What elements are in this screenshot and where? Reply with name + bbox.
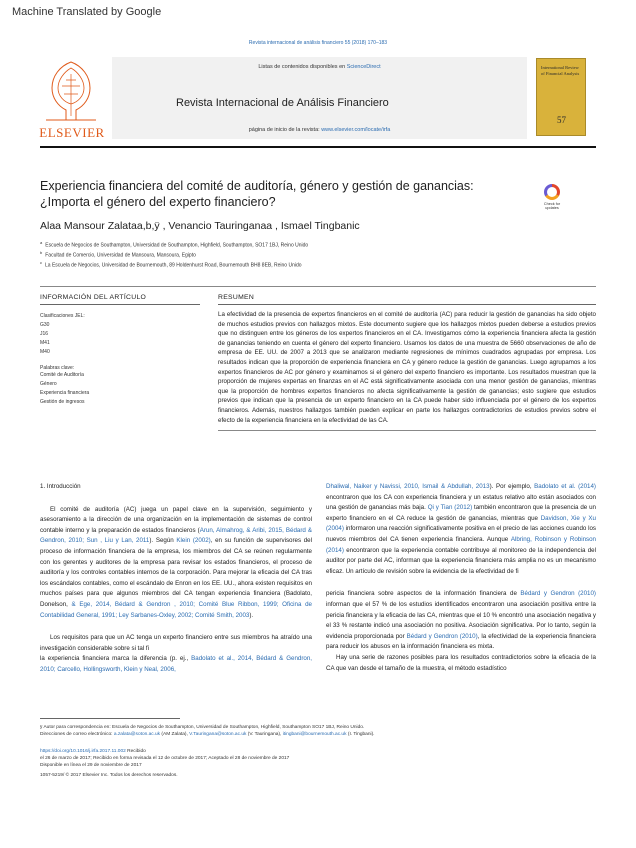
dates-line-2: Disponible en línea el 29 de noviembre de 2017 [40,763,142,768]
citation-link[interactable]: Badolato et al., 2014, Bédard & Gendron, 2010; Carcello, Hollingsworth, Klein y Neal, 2006, [40,655,312,673]
email-link[interactable]: itingbani@bournemouth.ac.uk [282,732,347,737]
abstract-text: La efectividad de la presencia de expertos financieros en el comité de auditoría (AC) para reducir la gestión de ganancias ha sido objeto de muchos estudios previos con hallazgos mixtos. Este documento sugiere que los hallazgos mixtos pueden deberse a estudios previos que no distinguen entre los géneros de los expertos financieros en el CA. Investigamos cómo la experiencia financiera afecta la gestión de ganancias teniendo en cuenta el género del experto financiero. Usamos los datos de una muestra de 5660 observaciones de año de empresa de EE. UU. de 2007 a 2013 que se analizaron mediante regresiones de mínimos cuadrados agrupadas por empresa. Los resultados indican que la proporción de experiencia financiera en CA y género reduce la gestión de ganancias. Luego agrupamos a los expertos financieros de AC por género y examinamos si el género del experto financiero es importante. Los resultados muestran que la proporción de mujeres expertas en finanzas en el AC está significativamente asociada con una menor gestión de ganancias, mientras que la proporción de hombres expertos financieros no afecta significativamente la gestión de ganancias; esto sugiere que estudios previos que indican que la presencia de un experto financiero en la CA puede haber sido influenciada por el género de los expertos financieros. Además, nuestros hallazgos también pueden explicar en parte los hallazgos contradictorios de estudios previos sobre el efecto de la experiencia financiera en la efectividad de las CA. [218,311,596,424]
email-name: (AM Zalata), [161,732,188,737]
affiliation-mark: b [40,250,43,255]
text: ). Según [149,537,177,545]
cover-title: International Review of Financial Analysis [541,65,580,76]
jel-code: G30 [40,322,50,328]
doi-suffix: Recibido [127,749,146,754]
text: encontraron que la experiencia contable contribuye al monitoreo de la independencia del auditor por parte del AC, informan que la experiencia financiera más amplia no es un mecanismo eficaz. Un artículo de revisión sobre la evidencia de la efectividad de fi [326,546,596,575]
citation-link[interactable]: Davidson, Xie y Xu (2004) [326,514,596,533]
corresponding-author-note: ÿ Autor para correspondencia en: Escuela de Negocios de Southampton, Universidad de Southampton, Highfield, Southampton SO17 1BJ, Reino Unido. [40,725,365,730]
homepage-link[interactable]: www.elsevier.com/locate/irfa [321,127,391,133]
text: Los requisitos para que un AC tenga un experto financiero entre sus miembros ha atraído una investigación considerable sobre si tal fi [40,634,312,652]
affiliation-b [40,250,196,259]
cover-number: 57 [557,115,566,125]
citation-link[interactable]: Albring, Robinson y Robinson (2014) [326,535,596,554]
right-paragraph-3: Hay una serie de razones posibles para los resultados contradictorios sobre la eficacia de la CA que van desde el tamaño de la muestra, el método estadístico [326,653,596,672]
section-heading: 1. Introducción [40,483,81,490]
citation-link[interactable]: Klein (2002) [176,537,211,545]
abstract-end-rule [218,430,596,431]
affiliations-rule [40,286,596,287]
article-info-heading: INFORMACIÓN DEL ARTÍCULO [40,294,147,301]
citation-link[interactable]: Bédard y Gendron (2010) [406,632,478,640]
affiliation-text: Facultad de Comercio, Universidad de Mansoura, Mansoura, Egipto [45,252,196,259]
right-paragraph-2 [326,589,596,653]
text: , en su función de supervisores del proceso de información financiera de la empresa, los miembros del CA se reúnen regularmente con los gerentes y auditores de la empresa para revisar los estados financieros, el proceso de auditoría y los controles contables internos de la corporación. Para mejorar la eficacia del CA tras los escándalos contables, como el escándalo de Enron en los EE. UU., ahora existen requisitos en muchos países para que algunos miembros del CA tengan experiencia financiera (Badolato, Donelson, [40,537,312,608]
doi-line [40,748,596,755]
article-info-rule [40,304,200,305]
doi-link[interactable]: https://doi.org/10.1016/j.irfa.2017.11.002 [40,749,126,754]
affiliation-mark: a [40,240,43,245]
email-link[interactable]: V.Tauringana@soton.ac.uk [189,732,247,737]
text: ). [249,611,254,619]
dates-line-1: el 26 de marzo de 2017; Recibido en forma revisada el 12 de octubre de 2017; Aceptado el 28 de noviembre de 2017 [40,756,290,761]
intro-paragraph-2 [40,633,312,654]
intro-paragraph-1 [40,505,312,622]
keyword: Género [40,381,57,387]
text: El comité de auditoría (AC) juega un papel clave en la supervisión, seguimiento y asesoramiento a la dirección de una organización en la implementación de sistemas de control contable interno y la preparación de estados financieros ( [40,505,312,534]
body-left-column [40,482,312,676]
text: la experiencia financiera marca la diferencia (p. ej., [40,655,192,663]
abstract-heading: RESUMEN [218,294,255,301]
affiliation-a [40,240,308,249]
citation-link[interactable]: Qi y Tian (2012) [427,504,473,512]
check-updates-icon-center [547,187,557,197]
citation-link[interactable]: Badolato et al. (2014) [534,483,596,490]
author-list: Alaa Mansour Zalataa,b,ÿ , Venancio Tauringanaa , Ismael Tingbanic [40,220,360,232]
jel-code: M40 [40,349,50,355]
citation-link[interactable]: & Ege, 2014, Bédard & Gendron , 2010; Comité Blue Ribbon, 1999; Oficina de Contabilidad General, 1991; Ley Sarbanes-Oxley, 2002; Comité Smith, 2003 [40,600,312,619]
text: encontraron que los CA con experiencia financiera y un estatus relativo alto están asociados con una gestión de ganancias más baja. [326,493,596,512]
keyword: Comité de Auditoría [40,372,84,378]
text: ). Por ejemplo, [489,483,535,490]
article-title: Experiencia financiera del comité de auditoría, género y gestión de ganancias: ¿Importa el género del experto financiero? [40,179,474,209]
body-right-column [326,482,596,674]
journal-header [112,57,527,139]
text: , la efectividad de la experiencia financiera para reducir los abusos en la información financiera es mixta. [326,632,596,651]
abstract-rule [218,304,596,305]
journal-cover[interactable] [536,58,586,136]
journal-citation-link[interactable]: Revista internacional de análisis financiero 55 (2018) 170–183 [248,40,388,46]
email-line [40,731,596,738]
sciencedirect-link[interactable]: ScienceDirect [346,64,381,70]
email-link[interactable]: a.zalata@soton.ac.uk [113,732,161,737]
text: informaron una reacción significativamente positiva en el precio de las acciones cuando los nuevos miembros del CA tienen experiencia financiera. Aunque [326,525,596,543]
keywords-heading: Palabras clave: [40,365,75,371]
keyword: Gestión de ingresos [40,399,85,405]
keyword: Experiencia financiera [40,390,90,396]
affiliation-mark: c [40,260,42,265]
machine-translated-banner: Machine Translated by Google [12,6,162,18]
header-rule [40,146,596,148]
homepage-line [112,127,527,133]
citation-link[interactable]: Dhaliwal, Naiker y Navissi, 2010, Ismail & Abdullah, 2013 [326,483,490,490]
intro-paragraph-2-cont [40,654,312,675]
citation-link[interactable]: Arun, Almahrog, & Aribi, 2015, Bédard & Gendron, 2010; Sun , Liu y Lan, 2011 [40,526,312,545]
affiliation-text: La Escuela de Negocios, Universidad de Bournemouth, 89 Holdenhurst Road, Bournemouth BH8 8EB, Reino Unido [45,262,302,269]
jel-heading: Clasificaciones JEL: [40,313,85,319]
right-paragraph-1 [326,482,596,577]
text: informan que el 57 % de los estudios identificados encontraron una asociación positiva entre la pericia financiera y la eficacia de las CA, mientras que el 10 % encontró una asociación negativa y el 33 % restante indicó una asociación no positiva. Asociación significativa. Por lo tanto, según la evidencia proporcionada por [326,600,596,640]
email-name: (V. Tauringana), [247,732,282,737]
affiliation-c [40,260,302,269]
text: pericia financiera sobre aspectos de la información financiera de [326,590,521,598]
jel-code: M41 [40,340,50,346]
contents-line [112,64,527,70]
copyright-line: 1057-5219/ © 2017 Elsevier Inc. Todos los derechos reservados. [40,773,178,778]
contents-prefix: Listas de contenidos disponibles en [258,64,346,70]
publisher-name: ELSEVIER [39,125,105,140]
emails-prefix: Direcciones de correo electrónico: [40,732,113,737]
footnote-rule [40,718,180,719]
citation-link[interactable]: Bédard y Gendron (2010) [520,590,596,598]
check-updates-label: Check for updates [543,202,561,211]
homepage-prefix: página de inicio de la revista: [248,127,320,133]
text: también encontraron que la presencia de un experto financiero en el CA reduce la gestión de ganancias, mientras que [326,504,596,522]
journal-title: Revista Internacional de Análisis Financiero [176,97,389,109]
check-for-updates-badge[interactable] [542,184,562,214]
affiliation-text: Escuela de Negocios de Southampton, Universidad de Southampton, Highfield, Southampton, SO17 1BJ, Reino Unido [45,242,309,249]
jel-code: J16 [40,331,49,337]
email-name: (I. Tingbani). [347,732,375,737]
